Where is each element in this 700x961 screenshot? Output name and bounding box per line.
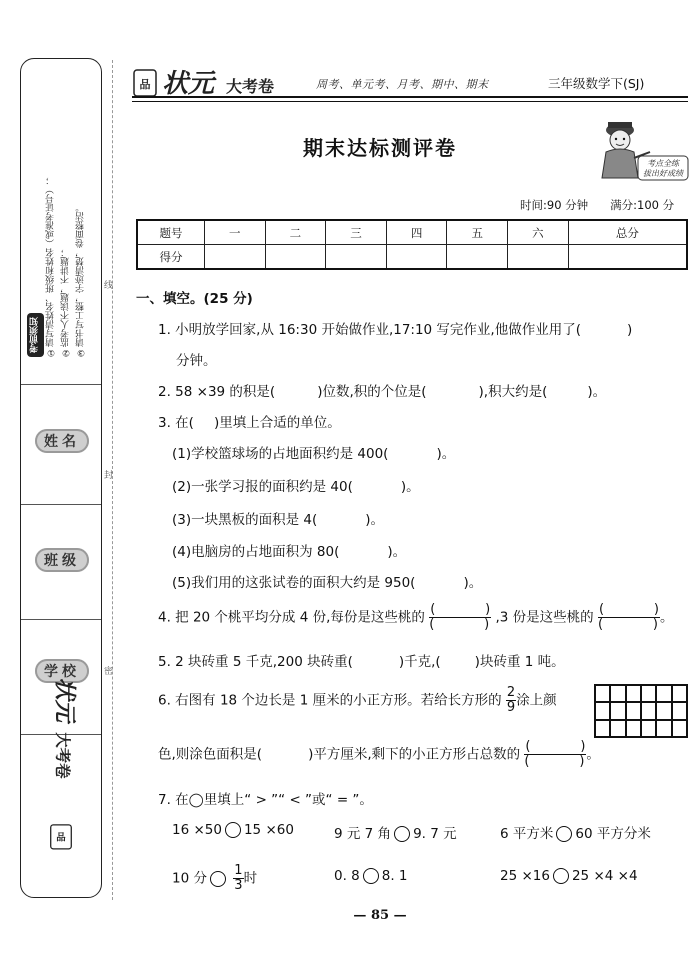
compare-2-right: 9. 7 元: [413, 826, 457, 842]
score-cell-label: 题号: [137, 220, 205, 245]
q3-item-2-text: (2)一张学习报的面积约是 40(: [172, 479, 353, 495]
question-2: [158, 380, 606, 400]
q3-item-5-end: )。: [463, 575, 483, 591]
q6-part-a: 6. 右图有 18 个边长是 1 厘米的小正方形。若给长方形的: [158, 692, 502, 709]
score-cell-q5: 五: [447, 220, 508, 245]
q4-f2-num-l: (: [598, 602, 605, 617]
compare-4: [172, 864, 257, 893]
score-cell-q6: 六: [508, 220, 569, 245]
q4-part-b: ,3 份是这些桃的: [495, 609, 594, 626]
compare-3: [500, 822, 651, 842]
header-brand-logo: [132, 66, 307, 100]
q6-f-den-r: ): [579, 754, 585, 769]
compare-2-circle[interactable]: [394, 826, 410, 842]
question-5: [158, 650, 565, 670]
section-heading-fill-blank: 一、填空。(25 分): [136, 291, 253, 307]
q4-f1-den-l: (: [429, 617, 435, 632]
compare-3-left: 6 平方米: [500, 826, 554, 842]
q6-f-num-r: ): [580, 739, 586, 754]
mascot-text-2: 拔出好成绩: [643, 169, 683, 178]
q5-part-a: 5. 2 块砖重 5 千克,200 块砖重(: [158, 654, 353, 670]
q3-item-4-text: (4)电脑房的占地面积为 80(: [172, 544, 340, 560]
q1-text: 1. 小明放学回家,从 16:30 开始做作业,17:10 写完作业,他做作业用了(: [158, 322, 581, 338]
question-3-item-4: [172, 540, 406, 560]
q3-item-1-end: )。: [436, 446, 456, 462]
q3-item-3-text: (3)一块黑板的面积是 4(: [172, 512, 318, 528]
q4-fraction-blank-1[interactable]: [429, 603, 491, 632]
q6-part-d: )平方厘米,剩下的小正方形占总数的: [308, 746, 521, 763]
q3-item-1-text: (1)学校篮球场的占地面积约是 400(: [172, 446, 389, 462]
q6-fraction-two-ninths: [506, 686, 516, 715]
q4-fraction-blank-2[interactable]: [598, 603, 660, 632]
q6-part-c: 色,则涂色面积是(: [158, 746, 263, 763]
cut-mark-xian: 线: [104, 281, 114, 291]
question-3-item-2: [172, 475, 420, 495]
compare-5-right: 8. 1: [381, 868, 408, 884]
q6-part-e: 。: [586, 746, 600, 763]
compare-4-frac-den: 3: [234, 878, 243, 893]
q6-f-num-l: (: [525, 739, 531, 754]
compare-3-circle[interactable]: [556, 826, 572, 842]
svg-text:状元: 状元: [51, 677, 78, 722]
score-cell-q1: 一: [205, 220, 266, 245]
header-rule-thick: [132, 96, 688, 98]
page-number: — 85 —: [353, 908, 407, 923]
compare-2: [334, 822, 457, 842]
time-limit: 时间:90 分钟: [520, 198, 589, 212]
q4-part-c: 。: [659, 609, 674, 626]
question-6-line-2: [158, 740, 600, 769]
class-section: [21, 504, 101, 620]
binding-sidebar: [20, 58, 102, 898]
score-cell-q2: 二: [265, 220, 326, 245]
score-input-total[interactable]: [568, 245, 687, 270]
header-rule-thin: [132, 101, 688, 102]
name-section: [21, 384, 101, 505]
q2-part-b: )位数,积的个位是(: [317, 384, 427, 400]
q4-f1-num-r: ): [485, 602, 491, 617]
header-subtitle: 周考、单元考、月考、期中、期末: [316, 78, 489, 91]
question-7-heading: 7. 在◯里填上“ > ”“ < ”或“ = ”。: [158, 792, 373, 808]
svg-text:品: 品: [56, 832, 66, 844]
exam-note-1: ①请写清姓名、班级和姓名（或准考证号）；: [46, 176, 56, 357]
exam-note-3: ③请书写工整，字迹清楚，卷面整洁。: [76, 203, 86, 357]
question-3-item-5: [172, 571, 482, 591]
q4-f2-num-r: ): [653, 602, 659, 617]
compare-5: [334, 868, 408, 884]
compare-4-fraction: [233, 864, 243, 893]
exam-notes-tag: 考前须知: [27, 313, 44, 357]
q6-frac-num: 2: [506, 685, 516, 700]
question-4: [158, 603, 673, 632]
rectangle-grid-18-squares: [594, 684, 688, 738]
compare-6-left: 25 ×16: [500, 868, 550, 884]
class-label: 班级: [35, 548, 89, 572]
score-input-q4[interactable]: [386, 245, 447, 270]
q2-part-d: )。: [587, 384, 607, 400]
compare-1-right: 15 ×60: [243, 822, 294, 838]
full-score: 满分:100 分: [610, 198, 675, 212]
q5-part-b: )千克,(: [398, 654, 441, 670]
q4-part-a: 4. 把 20 个桃平均分成 4 份,每份是这些桃的: [158, 609, 425, 626]
question-3-heading: [158, 411, 341, 431]
q2-part-c: ),积大约是(: [478, 384, 548, 400]
exam-notes: [27, 67, 91, 357]
compare-3-right: 60 平方分米: [575, 826, 651, 842]
compare-1-circle[interactable]: [225, 822, 241, 838]
score-input-q1[interactable]: [205, 245, 266, 270]
q3-item-3-end: )。: [365, 512, 385, 528]
q3-head-a: 3. 在(: [158, 415, 194, 431]
question-3-item-1: [172, 442, 455, 462]
compare-4-circle[interactable]: [210, 871, 226, 887]
grade-label: 三年级数学下(SJ): [548, 76, 645, 91]
q3-item-5-text: (5)我们用的这张试卷的面积大约是 950(: [172, 575, 416, 591]
compare-2-left: 9 元 7 角: [334, 826, 392, 842]
q6-frac-den: 9: [506, 700, 516, 715]
q6-f-den-l: (: [524, 754, 530, 769]
q4-f2-den-l: (: [597, 617, 604, 632]
school-label: 学校: [35, 659, 89, 683]
compare-5-circle[interactable]: [363, 868, 379, 884]
question-6-line-1: [158, 686, 557, 715]
compare-5-left: 0. 8: [334, 868, 360, 884]
compare-4-frac-num: 1: [234, 863, 243, 878]
svg-text:品: 品: [139, 78, 151, 91]
time-score-info: [520, 197, 674, 213]
cut-mark-mi: 密: [104, 667, 114, 677]
score-table-header-row: [137, 220, 687, 245]
compare-6-right: 25 ×4 ×4: [571, 868, 638, 884]
score-input-q2[interactable]: [265, 245, 326, 270]
scholar-mascot-icon: [594, 112, 690, 184]
compare-6: [500, 868, 638, 884]
svg-text:大考卷: 大考卷: [53, 732, 72, 779]
score-table: [136, 219, 688, 270]
exam-notes-section: [21, 59, 101, 385]
q4-f1-num-l: (: [430, 602, 436, 617]
q1-close: ): [627, 322, 633, 338]
score-input-q6[interactable]: [508, 245, 569, 270]
compare-1-left: 16 ×50: [172, 822, 222, 838]
mascot-text-1: 考点全练: [647, 159, 679, 168]
score-input-q5[interactable]: [447, 245, 508, 270]
page-title: 期末达标测评卷: [303, 136, 457, 160]
compare-1: [172, 822, 294, 838]
score-table-score-row: [137, 245, 687, 270]
q5-part-c: )块砖重 1 吨。: [474, 654, 565, 670]
question-3-item-3: [172, 508, 384, 528]
q4-f1-den-r: ): [484, 617, 490, 632]
question-1-line-2: 分钟。: [176, 353, 217, 369]
q3-item-4-end: )。: [387, 544, 407, 560]
score-cell-q4: 四: [386, 220, 447, 245]
name-label: 姓名: [35, 429, 89, 453]
compare-4-left: 10 分: [172, 870, 207, 887]
q6-part-b: 涂上颜: [516, 692, 557, 709]
score-input-q3[interactable]: [326, 245, 387, 270]
score-cell-total: 总分: [568, 220, 687, 245]
question-1-line-1: [158, 318, 632, 338]
svg-text:大考卷: 大考卷: [226, 77, 275, 96]
svg-text:状元: 状元: [162, 69, 215, 99]
score-cell-q3: 三: [326, 220, 387, 245]
q4-f2-den-r: ): [652, 617, 658, 632]
compare-4-right: 时: [243, 870, 258, 887]
q3-head-b: )里填上合适的单位。: [213, 415, 341, 431]
sidebar-brand-logo: [41, 674, 81, 854]
exam-note-2: ②监考人不读题，不讲题；: [61, 248, 71, 357]
q3-item-2-end: )。: [400, 479, 420, 495]
q2-part-a: 2. 58 ×39 的积是(: [158, 384, 276, 400]
cut-mark-feng: 封: [104, 471, 114, 481]
compare-6-circle[interactable]: [553, 868, 569, 884]
q6-fraction-blank[interactable]: [524, 740, 586, 769]
score-row-label: 得分: [137, 245, 205, 270]
